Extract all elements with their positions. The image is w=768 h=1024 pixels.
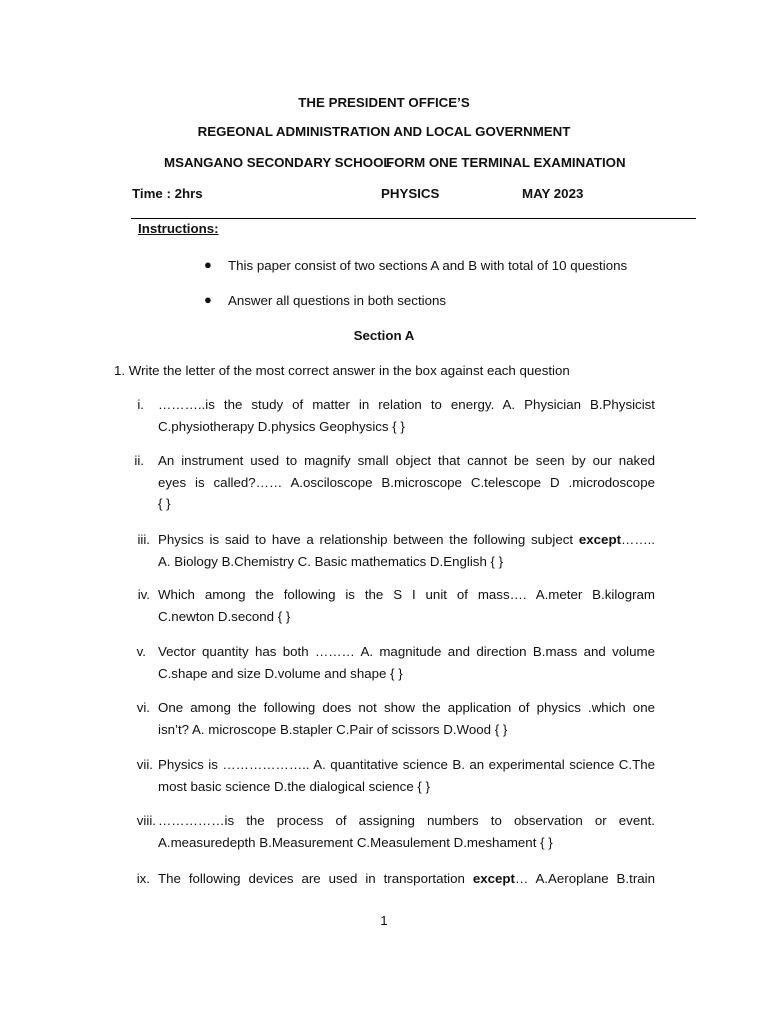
question-item	[158, 450, 655, 515]
item-number: viii.	[136, 813, 156, 828]
item-line: Physics is ……………….. A. quantitative science B. an experimental science C.The	[158, 757, 655, 772]
item-number: iv.	[137, 587, 150, 602]
item-text: … A.Aeroplane B.train	[514, 871, 655, 886]
item-line: A.measuredepth B.Measurement C.Measulement D.meshament { }	[158, 834, 553, 850]
exam-subject: PHYSICS	[381, 186, 440, 201]
instruction-item: Answer all questions in both sections	[228, 293, 447, 308]
question-item	[158, 529, 655, 572]
section-title: Section A	[353, 328, 415, 343]
item-text: Physics is said to have a relationship between the following subject	[158, 532, 579, 547]
bullet-icon: ●	[204, 292, 212, 307]
item-line: C.newton D.second { }	[158, 608, 291, 624]
item-number: ii.	[134, 453, 144, 468]
item-bold-word: except	[472, 871, 515, 886]
item-line	[158, 529, 655, 551]
question-item	[158, 394, 655, 437]
question-item	[158, 868, 655, 890]
exam-time: Time : 2hrs	[132, 186, 203, 201]
item-line: ……………is the process of assigning numbers to observation or event.	[158, 813, 655, 828]
item-number: v.	[136, 644, 146, 659]
item-text: The following devices are used in transportation	[158, 871, 473, 886]
item-number: ix.	[136, 871, 150, 886]
question-prompt: 1. Write the letter of the most correct answer in the box against each question	[114, 363, 570, 378]
item-line: isn’t? A. microscope B.stapler C.Pair of scissors D.Wood { }	[158, 721, 508, 737]
item-line: C.physiotherapy D.physics Geophysics { }	[158, 418, 405, 434]
exam-date: MAY 2023	[522, 186, 584, 201]
header-line1: THE PRESIDENT OFFICE’S	[298, 95, 470, 110]
question-item	[158, 641, 655, 684]
page-number: 1	[380, 913, 388, 928]
exam-title: FORM ONE TERMINAL EXAMINATION	[386, 155, 626, 170]
question-item	[158, 584, 655, 627]
item-line: most basic science D.the dialogical science { }	[158, 778, 430, 794]
school-name: MSANGANO SECONDARY SCHOOL	[164, 155, 392, 170]
item-text: ……..	[621, 532, 655, 547]
item-line: One among the following does not show the application of physics .which one	[158, 700, 655, 715]
item-line: An instrument used to magnify small object that cannot be seen by our naked	[158, 453, 655, 468]
instruction-item: This paper consist of two sections A and B with total of 10 questions	[228, 258, 628, 273]
question-item	[158, 697, 655, 740]
item-number: iii.	[137, 532, 150, 547]
header-line2: REGEONAL ADMINISTRATION AND LOCAL GOVERNMENT	[197, 124, 571, 139]
header-rule	[131, 218, 696, 219]
item-line: Which among the following is the S I unit of mass…. A.meter B.kilogram	[158, 587, 655, 602]
item-line: C.shape and size D.volume and shape { }	[158, 665, 403, 681]
bullet-icon: ●	[204, 257, 212, 272]
item-bold-word: except	[578, 532, 622, 547]
item-number: vi.	[136, 700, 150, 715]
item-number: i.	[137, 397, 144, 412]
item-line: A. Biology B.Chemistry C. Basic mathematics D.English { }	[158, 553, 504, 569]
item-line: eyes is called?…… A.osciloscope B.microscope C.telescope D .microdoscope	[158, 474, 655, 490]
item-line: { }	[158, 496, 171, 511]
item-number: vii.	[136, 757, 153, 772]
item-line	[158, 868, 655, 890]
instructions-title: Instructions:	[138, 221, 219, 236]
item-line: ………..is the study of matter in relation to energy. A. Physician B.Physicist	[158, 397, 655, 412]
question-item	[158, 810, 655, 853]
item-line: Vector quantity has both ……… A. magnitude and direction B.mass and volume	[158, 644, 655, 659]
question-item	[158, 754, 655, 797]
